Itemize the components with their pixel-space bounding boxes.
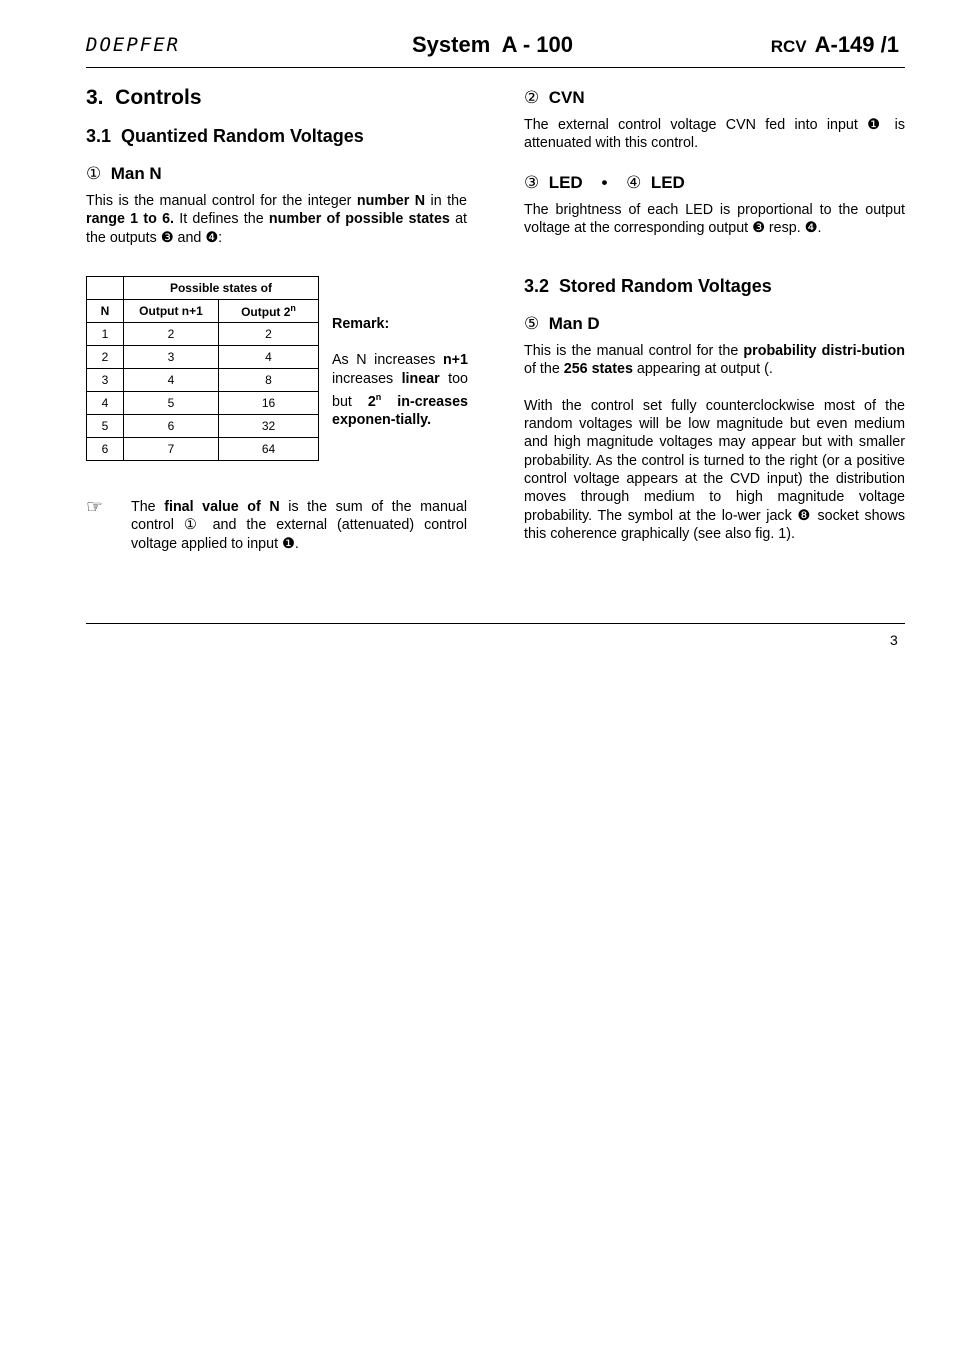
remark-text-2: increases bbox=[332, 370, 402, 387]
remark bbox=[332, 315, 468, 429]
table-cell: 3 bbox=[124, 345, 219, 368]
table-cell: 3 bbox=[87, 368, 124, 391]
doepfer-logo: DOEPFER bbox=[86, 34, 181, 56]
table-corner-cell bbox=[87, 276, 124, 299]
pointing-hand-icon: ☞ bbox=[86, 497, 104, 518]
man-n-text-segment: It defines the bbox=[174, 211, 269, 228]
table-cell: 6 bbox=[124, 414, 219, 437]
table-header-output-2n-sup: n bbox=[290, 302, 296, 313]
table-row bbox=[87, 322, 319, 345]
cvn-heading bbox=[524, 88, 905, 108]
man-d-bold-2: 256 states bbox=[563, 361, 633, 378]
table-cell: 5 bbox=[87, 414, 124, 437]
remark-title: Remark: bbox=[332, 316, 390, 332]
remark-bold-4: in-creases exponen-tially. bbox=[332, 393, 468, 428]
man-d-text-2: of the bbox=[524, 361, 564, 378]
table-header-n: N bbox=[87, 299, 124, 322]
table-cell: 8 bbox=[219, 368, 319, 391]
table-row bbox=[87, 391, 319, 414]
led-a-symbol: ③ bbox=[524, 172, 540, 192]
remark-text-1: As N increases bbox=[332, 352, 443, 369]
table-cell: 32 bbox=[219, 414, 319, 437]
man-n-text-segment: at the outputs ❸ and ❹: bbox=[86, 211, 468, 246]
led-b-symbol: ④ bbox=[626, 172, 642, 192]
table-cell: 4 bbox=[87, 391, 124, 414]
table-row bbox=[87, 414, 319, 437]
table-cell: 64 bbox=[219, 437, 319, 460]
note bbox=[86, 498, 467, 553]
man-n-text-segment: number of possible states bbox=[268, 211, 450, 228]
cvn-title: CVN bbox=[548, 88, 585, 107]
table-cell: 6 bbox=[87, 437, 124, 460]
table-cell: 16 bbox=[219, 391, 319, 414]
led-b-title: LED bbox=[650, 172, 685, 192]
section-title: 3. Controls bbox=[86, 86, 202, 109]
table-cell: 2 bbox=[219, 322, 319, 345]
led-a-title: LED bbox=[548, 172, 583, 192]
man-n-description bbox=[86, 192, 467, 247]
man-d-heading bbox=[524, 314, 905, 334]
system-title: System A - 100 bbox=[412, 32, 574, 57]
man-d-text-1: This is the manual control for the bbox=[524, 343, 744, 360]
table-header-output-2n bbox=[219, 299, 319, 322]
page-header bbox=[86, 30, 905, 68]
subsection-title-quantized: 3.1 Quantized Random Voltages bbox=[86, 126, 364, 146]
note-text bbox=[131, 498, 467, 553]
table-cell: 5 bbox=[124, 391, 219, 414]
table-header-output-2n-label: Output 2 bbox=[241, 304, 291, 319]
man-d-text-3: appearing at output (. bbox=[632, 361, 773, 378]
note-bold-1: final value of N bbox=[164, 499, 280, 515]
table-cell: 2 bbox=[124, 322, 219, 345]
table-cell: 4 bbox=[219, 345, 319, 368]
page-number: 3 bbox=[890, 632, 898, 648]
man-d-title: Man D bbox=[548, 314, 600, 334]
table-cell: 7 bbox=[124, 437, 219, 460]
led-bullet: • bbox=[601, 172, 608, 192]
cvn-symbol: ② bbox=[524, 88, 540, 107]
man-d-paragraph-2: With the control set fully counterclockwise most of the random voltages will be low magnitude but even medium and high magnitude voltages may appear but with smaller probability. As the control is turned to the right (or a positive control voltage appears at the CVD input) the distribution moves through medium to high magnitude voltage probability. The symbol at the lo-wer jack ❽ socket shows this coherence graphically (see also fig. 1). bbox=[524, 397, 905, 542]
subsection-title-stored: 3.2 Stored Random Voltages bbox=[524, 276, 772, 297]
remark-bold-1: n+1 bbox=[442, 352, 468, 369]
table-header-output-n1: Output n+1 bbox=[124, 299, 219, 322]
table-row bbox=[87, 368, 319, 391]
remark-text bbox=[332, 351, 468, 429]
remark-bold-2: linear bbox=[401, 370, 440, 387]
note-text-1: The bbox=[131, 499, 165, 515]
model-number: A-149 /1 bbox=[814, 32, 899, 57]
man-n-title: Man N bbox=[110, 164, 162, 183]
remark-text-3: too but bbox=[332, 370, 468, 410]
possible-states-table bbox=[86, 276, 319, 461]
table-header-row bbox=[87, 299, 319, 322]
man-n-text-segment: in the bbox=[425, 193, 467, 209]
man-d-bold-1: probability distri-bution bbox=[743, 343, 905, 360]
cvn-description: The external control voltage CVN fed into input ❶ is attenuated with this control. bbox=[524, 117, 905, 152]
table-row bbox=[87, 437, 319, 460]
left-column bbox=[86, 86, 468, 552]
led-heading bbox=[524, 173, 905, 193]
man-n-text-segment: range 1 to 6. bbox=[86, 211, 175, 228]
man-n-text-segment: This is the manual control for the integer bbox=[86, 193, 357, 209]
man-d-symbol: ⑤ bbox=[524, 314, 540, 334]
table-cell: 4 bbox=[124, 368, 219, 391]
man-d-description bbox=[524, 342, 905, 379]
right-column bbox=[524, 86, 905, 543]
table-body bbox=[87, 322, 319, 460]
table-group-header-row bbox=[87, 276, 319, 299]
remark-sup: n bbox=[375, 391, 382, 402]
model-title bbox=[771, 32, 899, 58]
table-cell: 2 bbox=[87, 345, 124, 368]
table-row bbox=[87, 345, 319, 368]
man-n-heading bbox=[86, 164, 467, 184]
man-n-text-segment: number N bbox=[356, 193, 426, 209]
man-n-symbol: ① bbox=[86, 164, 102, 183]
table-group-header: Possible states of bbox=[124, 276, 319, 299]
table-cell: 1 bbox=[87, 322, 124, 345]
note-text-2: is the sum of the manual control ① and the external (attenuated) control voltage applied to input ❶. bbox=[131, 499, 468, 552]
model-prefix: RCV bbox=[770, 37, 807, 56]
led-description: The brightness of each LED is proportional to the output voltage at the corresponding output ❸ resp. ❹. bbox=[524, 201, 905, 236]
footer-rule bbox=[86, 623, 905, 624]
remark-bold-3: 2 bbox=[367, 393, 376, 410]
